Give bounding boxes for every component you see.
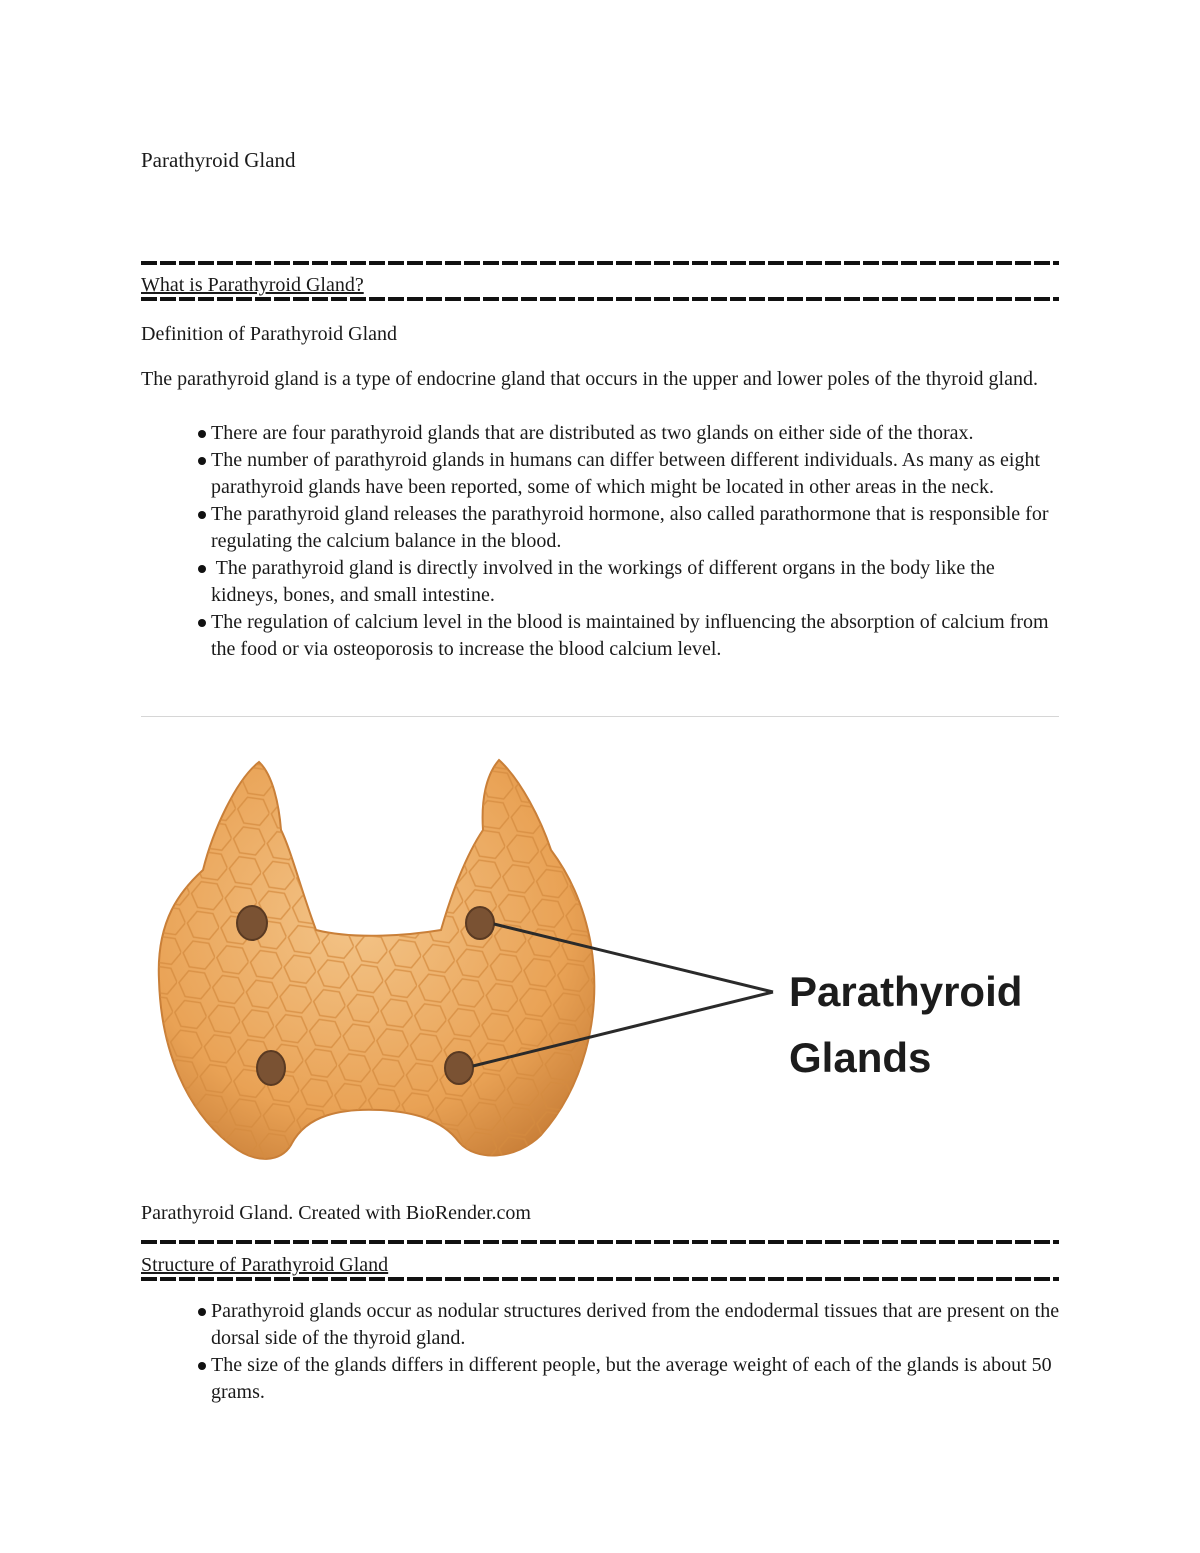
bullet-icon bbox=[198, 511, 206, 519]
list-item-text: The regulation of calcium level in the blood is maintained by influencing the absorption of calcium from the food or via osteoporosis to increase the blood calcium level. bbox=[211, 611, 1049, 660]
structure-bullet-list bbox=[198, 1298, 1060, 1406]
bullet-icon bbox=[198, 565, 206, 573]
figure-label-line2: Glands bbox=[789, 1034, 932, 1081]
list-item bbox=[198, 555, 1060, 609]
list-item-text: The parathyroid gland is directly involved in the workings of different organs in the body like the kidneys, bones, and small intestine. bbox=[211, 557, 995, 606]
section-heading-structure: Structure of Parathyroid Gland bbox=[141, 1254, 389, 1276]
parathyroid-nodule-upper-right bbox=[466, 907, 494, 939]
list-item bbox=[198, 501, 1060, 555]
bullet-icon bbox=[198, 457, 206, 465]
list-item-text: The size of the glands differs in different people, but the average weight of each of the glands is about 50 grams. bbox=[211, 1354, 1052, 1403]
horizontal-divider bbox=[141, 716, 1059, 717]
thyroid-figure bbox=[141, 750, 1059, 1180]
definition-subheading: Definition of Parathyroid Gland bbox=[141, 323, 398, 345]
bullet-icon bbox=[198, 1362, 206, 1370]
document-title: Parathyroid Gland bbox=[141, 148, 296, 172]
thyroid-illustration bbox=[141, 750, 1059, 1180]
list-item bbox=[198, 609, 1060, 663]
figure-caption: Parathyroid Gland. Created with BioRender.com bbox=[141, 1202, 531, 1224]
bullet-icon bbox=[198, 619, 206, 627]
dashed-rule bbox=[141, 1277, 1059, 1281]
list-item bbox=[198, 1298, 1060, 1352]
definition-bullet-list bbox=[198, 420, 1060, 663]
list-item-text: The parathyroid gland releases the parathyroid hormone, also called parathormone that is responsible for regulating the calcium balance in the blood. bbox=[211, 503, 1049, 552]
figure-label-line1: Parathyroid bbox=[789, 968, 1023, 1015]
dashed-rule bbox=[141, 297, 1059, 301]
bullet-icon bbox=[198, 430, 206, 438]
section-heading-what-is: What is Parathyroid Gland? bbox=[141, 274, 364, 296]
definition-paragraph: The parathyroid gland is a type of endocrine gland that occurs in the upper and lower poles of the thyroid gland. bbox=[141, 368, 1038, 390]
thyroid-cell-texture bbox=[159, 760, 595, 1159]
list-item bbox=[198, 420, 1060, 447]
list-item-text: The number of parathyroid glands in humans can differ between different individuals. As many as eight parathyroid glands have been reported, some of which might be located in other areas in the neck. bbox=[211, 449, 1041, 498]
list-item bbox=[198, 1352, 1060, 1406]
list-item-text: There are four parathyroid glands that are distributed as two glands on either side of the thorax. bbox=[211, 422, 974, 444]
bullet-icon bbox=[198, 1308, 206, 1316]
parathyroid-nodule-lower-right bbox=[445, 1052, 473, 1084]
list-item bbox=[198, 447, 1060, 501]
dashed-rule bbox=[141, 1240, 1059, 1244]
list-item-text: Parathyroid glands occur as nodular structures derived from the endodermal tissues that are present on the dorsal side of the thyroid gland. bbox=[211, 1300, 1060, 1349]
parathyroid-nodule-lower-left bbox=[257, 1051, 285, 1085]
parathyroid-nodule-upper-left bbox=[237, 906, 267, 940]
dashed-rule bbox=[141, 261, 1059, 265]
